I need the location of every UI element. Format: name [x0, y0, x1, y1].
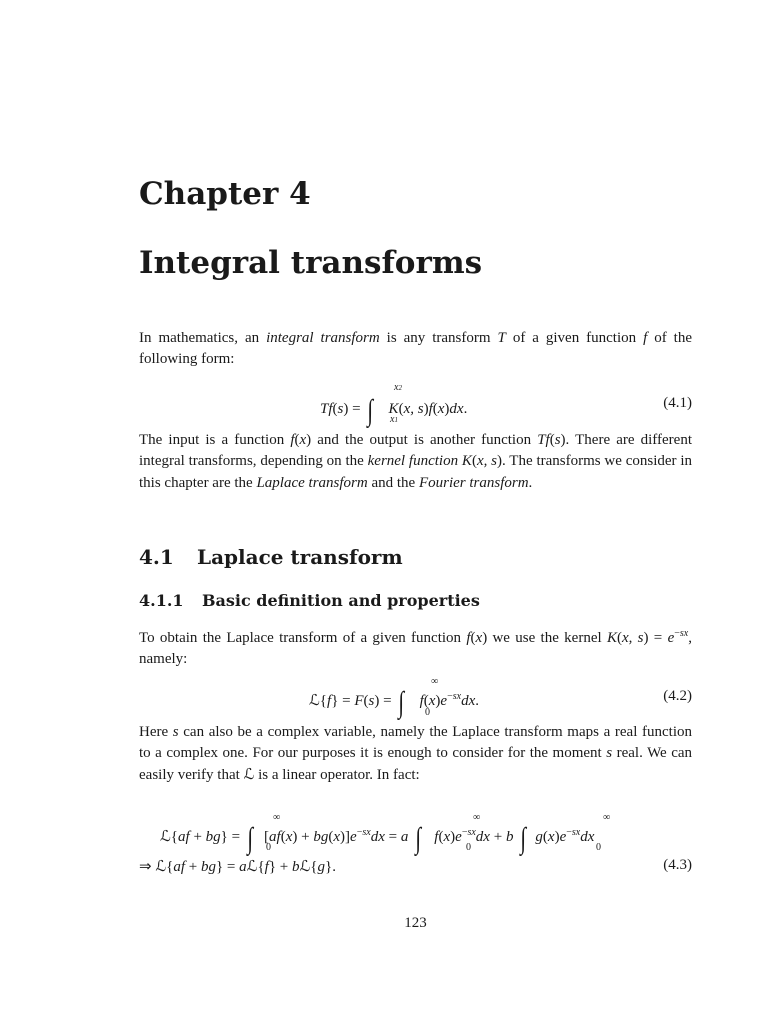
section-heading	[139, 545, 403, 569]
page-number: 123	[404, 915, 427, 931]
equation-4-2: ℒ{f} = F(s) = ∫ $f(x)e^{-sx}dx$. ∞ 0	[309, 676, 479, 719]
equation-4-1: Tf(s) = ∫ K(x, s)f(x)dx. x2 x1	[320, 382, 468, 427]
intro-paragraph-1: In mathematics, an integral transform is any transform T of a given function f of the following form:	[139, 330, 692, 368]
subsection-title: Basic definition and properties	[202, 591, 480, 610]
section-number: 4.1	[139, 545, 174, 569]
subsection-heading	[139, 591, 480, 610]
laplace-paragraph-2: Here s can also be a complex variable, namely the Laplace transform maps a real function to a complex one. For our purposes it is enough to consider for the moment s real. We can easily verify that ℒ is a linear operator. In fact:	[139, 724, 693, 783]
section-title: Laplace transform	[197, 545, 403, 569]
equation-4-1-label: (4.1)	[663, 395, 692, 411]
equation-4-3-line-1: ℒ{af + bg} = ∫ $[af(x) + bg(x)]e^{-sx}dx = a$ ∫ $f(x)e^{-sx}dx + b$ ∫ $g(x)e^{-sx}dx$ ∞ 0 ∞ 0 ∞ 0	[160, 812, 611, 855]
intro-paragraph-2: The input is a function f(x) and the output is another function Tf(s). There are different integral transforms, depending on the kernel function K(x, s). The transforms we consider in this chapter are the Laplace transform and the Fourier transform.	[139, 432, 693, 491]
equation-4-2-label: (4.2)	[663, 688, 692, 704]
chapter-title: Integral transforms	[139, 245, 483, 281]
chapter-number: Chapter 4	[139, 176, 311, 212]
equation-4-3-line-2: ⇒ ℒ{af + bg} = aℒ{f} + bℒ{g}.	[139, 859, 336, 875]
laplace-paragraph-1: To obtain the Laplace transform of a given function f(x) we use the kernel K(x, $s) = e^{-sx}$, namely:	[139, 628, 692, 668]
equation-4-3-label: (4.3)	[663, 857, 692, 873]
subsection-number: 4.1.1	[139, 591, 184, 610]
